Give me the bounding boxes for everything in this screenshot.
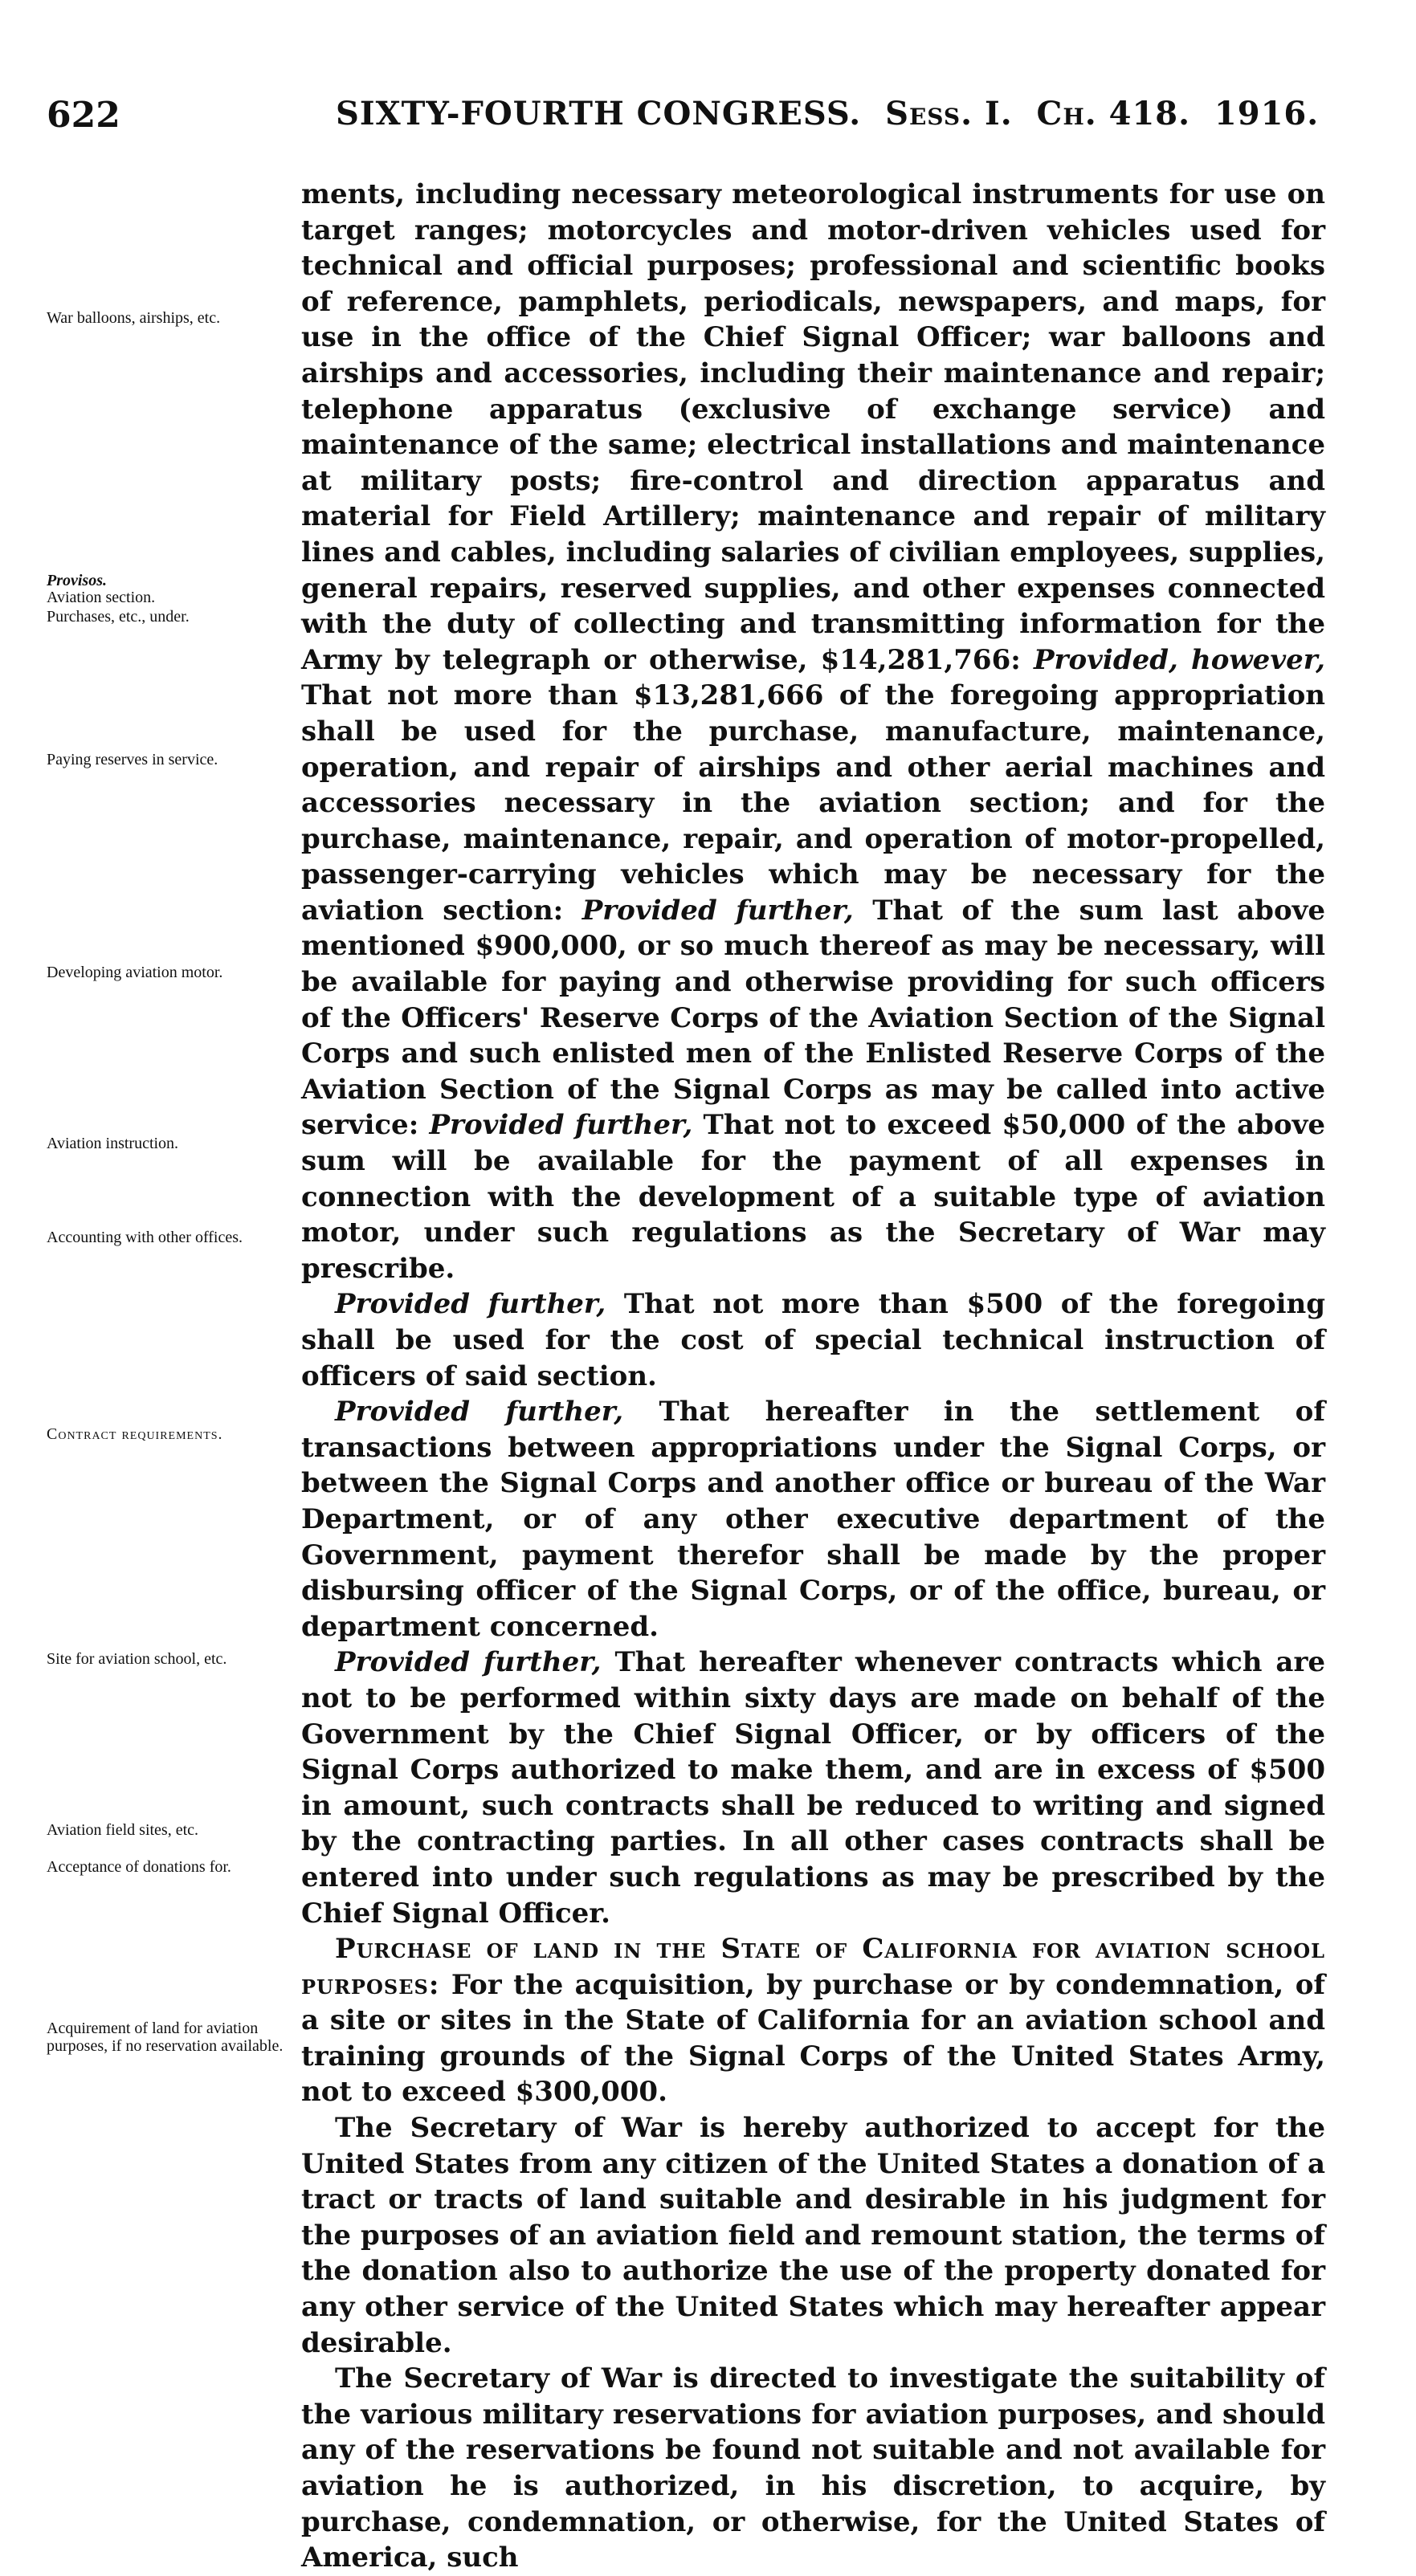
margin-note-provisos: Provisos. xyxy=(47,572,107,589)
paragraph-donations: The Secretary of War is hereby authorized to accept for the United States from any citizen of the United States a donation of a tract or tracts of land suitable and desirable in his judgment for the purposes of an aviation field and remount station, the terms of the donation also to authorize the use of the property donated for any other service of the United States which may hereafter appear desirable. xyxy=(301,2112,1325,2359)
margin-note-accounting: Accounting with other offices. xyxy=(47,1229,243,1246)
paragraph-reservations: The Secretary of War is directed to investigate the suitability of the various military reservations for aviation purposes, and should any of the reservations be found not suitable and not available for aviation he is authorized, in his discretion, to acquire, by purchase, condemnation, or otherwise, for the United States of America, such xyxy=(301,2362,1325,2574)
page-header xyxy=(47,95,1332,143)
margin-note-aviation-instruction: Aviation instruction. xyxy=(47,1135,179,1152)
running-head-session: Sess. I. xyxy=(885,95,1013,132)
paragraph-aviation-instruction: Provided further, That not more than $500 of the foregoing shall be used for the cost of special technical instruction of officers of said section. xyxy=(301,1288,1325,1392)
margin-note-aviation-section: Aviation section. xyxy=(47,589,156,606)
statute-text xyxy=(301,177,1325,2576)
margin-note-acceptance-donations: Acceptance of donations for. xyxy=(47,1858,231,1876)
margin-note-paying-reserves: Paying reserves in service. xyxy=(47,751,218,768)
page-number: 622 xyxy=(47,95,120,136)
margin-note-contract-requirements: Contract requirements. xyxy=(47,1425,223,1443)
running-head-chapter: Ch. 418. xyxy=(1036,95,1191,132)
paragraph-signal-service: ments, including necessary meteorological instruments for use on target ranges; motorcycles and motor-driven vehicles used for technical and official purposes; professional and scientific books of reference, pamphlets, periodicals, newspapers, and maps, for use in the office of the Chief Signal Officer; war balloons and airships and accessories, including their maintenance and repair; telephone apparatus (exclusive of exchange service) and maintenance of the same; electrical installations and maintenance at military posts; fire-control and direction apparatus and material for Field Artillery; maintenance and repair of military lines and cables, including salaries of civilian employees, supplies, general repairs, reserved supplies, and other expenses connected with the duty of collecting and transmitting information for the Army by telegraph or otherwise, $14,281,766: Provided, however, That not more than $13,281,666 of the foregoing appropriation shall be used for the purchase, manufacture, maintenance, operation, and repair of airships and other aerial machines and accessories necessary in the aviation section; and for the purchase, maintenance, repair, and operation of motor-propelled, passenger-carrying vehicles which may be necessary for the aviation section: Provided further, That of the sum last above mentioned $900,000, or so much thereof as may be necessary, will be available for paying and otherwise providing for such officers of the Officers' Reserve Corps of the Aviation Section of the Signal Corps and such enlisted men of the Enlisted Reserve Corps of the Aviation Section of the Signal Corps as may be called into active service: Provided further, That not to exceed $50,000 of the above sum will be available for the payment of all expenses in connection with the development of a suitable type of aviation motor, under such regulations as the Secretary of War may prescribe. xyxy=(301,178,1326,1285)
margin-note-war-balloons: War balloons, airships, etc. xyxy=(47,309,221,327)
margin-note-purchases: Purchases, etc., under. xyxy=(47,608,190,626)
running-head-year: 1916. xyxy=(1214,95,1320,132)
running-head xyxy=(336,95,1319,132)
running-head-congress: SIXTY-FOURTH CONGRESS. xyxy=(336,95,862,132)
paragraph-accounting: Provided further, That hereafter in the settlement of transactions between appropriations under the Signal Corps, or between the Signal Corps and another office or bureau of the War Department, or of any other executive department of the Government, payment therefor shall be made by the proper disbursing officer of the Signal Corps, or of the office, bureau, or department concerned. xyxy=(301,1396,1325,1643)
margin-note-acquirement-land: Acquirement of land for aviation purposes, if no reservation available. xyxy=(47,2020,284,2055)
margin-note-site-aviation-school: Site for aviation school, etc. xyxy=(47,1650,227,1668)
margin-note-aviation-field-sites: Aviation field sites, etc. xyxy=(47,1821,199,1839)
paragraph-contracts: Provided further, That hereafter whenever contracts which are not to be performed within sixty days are made on behalf of the Government by the Chief Signal Officer, or by officers of the Signal Corps authorized to make them, and are in excess of $500 in amount, such contracts shall be reduced to writing and signed by the contracting parties. In all other cases contracts shall be entered into under such regulations as may be prescribed by the Chief Signal Officer. xyxy=(301,1646,1326,1930)
paragraph-california-purchase: Purchase of land in the State of California for aviation school purposes: For the acquisition, by purchase or by condemnation, of a site or sites in the State of California for an aviation school and training grounds of the Signal Corps of the United States Army, not to exceed $300,000. xyxy=(301,1933,1325,2109)
margin-note-developing-motor: Developing aviation motor. xyxy=(47,964,223,981)
